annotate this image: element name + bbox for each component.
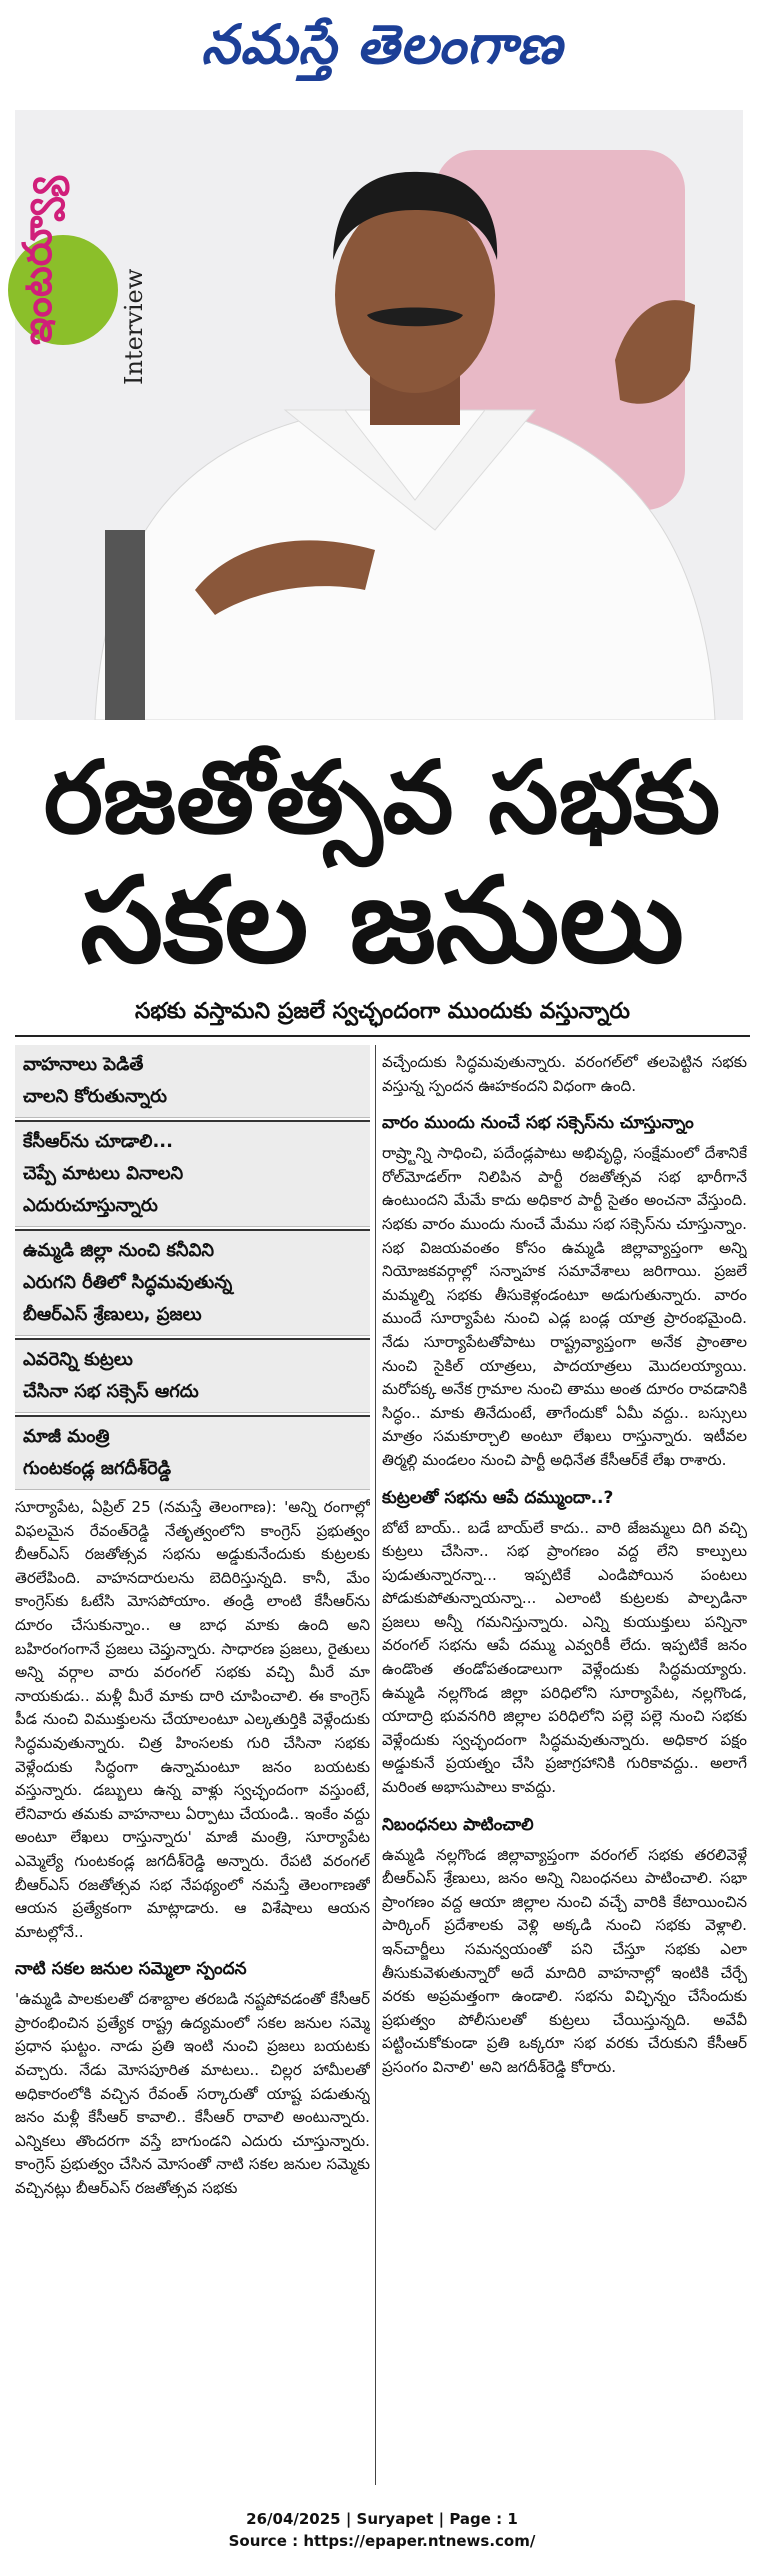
highlight-box [15, 1045, 370, 1490]
quote-block [15, 1340, 370, 1413]
quote-line: ఎదురుచూస్తున్నారు [23, 1195, 158, 1216]
masthead [0, 0, 764, 96]
quote-line: చాలని కోరుతున్నారు [23, 1086, 168, 1107]
right-body [382, 1051, 747, 1098]
newspaper-name: నమస్తే తెలంగాణ [201, 13, 563, 76]
quote-block [15, 1045, 370, 1118]
section-paragraph: రాష్ర్టాన్ని సాధించి, పదేండ్లపాటు అభివృద్ధి, సంక్షేమంలో దేశానికే రోల్‌మోడల్‌గా నిలిపిన పార్టీ రజతోత్సవ సభ భారీగానే ఉంటుందని మేమే కాదు అధికార పార్టీ సైతం అంచనా వేస్తుంది. సభకు వారం ముందు నుంచే మేము సభ సక్సెస్‌ను చూస్తున్నాం. సభ విజయవంతం కోసం ఉమ్మడి జిల్లావ్యాప్తంగా అన్ని నియోజకవర్గాల్లో సన్నాహక సమావేశాలు జరిగాయి. ప్రజలే మమ్మల్ని సభకు తీసుకెళ్లండంటూ అడుగుతున్నారు. వారం ముందే సూర్యాపేట నుంచి ఎడ్ల బండ్ల యాత్ర ప్రారంభమైంది. నేడు సూర్యాపేటతోపాటు రాష్ట్రవ్యాప్తంగా అనేక ప్రాంతాల నుంచి సైకిల్ యాత్రలు, పాదయాత్రలు మొదలయ్యాయి. మరోపక్క అనేక గ్రామాల నుంచి తాము అంత దూరం రావడానికి సిద్ధం.. మాకు తినేదుంటే, తాగేందుకో ఏమీ వద్దు.. బస్సులు మాత్రం సమకూర్చాలి అంటూ లేఖలు రాస్తున్నారు. ఇటీవల తిర్మల్గి మండలం నుంచి పార్టీ అధినేత కేసీఆర్‌కే లేఖ రాశారు. [382, 1144, 747, 1469]
section-subhead: నిబంధనలు పాటించాలి [382, 1814, 534, 1835]
body-paragraph: వచ్చేందుకు సిద్ధమవుతున్నారు. వరంగల్‌లో తలపెట్టిన సభకు వస్తున్న స్పందన ఊహకందని విధంగా ఉంది. [382, 1053, 747, 1095]
column-divider [375, 1045, 376, 2485]
deck: సభకు వస్తామని ప్రజలే స్వచ్ఛందంగా ముందుకు వస్తున్నారు [134, 999, 631, 1024]
interview-badge-subtitle: Interview [120, 268, 148, 385]
person-illustration [15, 110, 743, 720]
quote-line: మాజీ మంత్రి [23, 1426, 110, 1447]
headline-line-1: రజతోత్సవ సభకు [43, 739, 721, 856]
quote-line: గుంటకండ్ల జగదీశ్‌రెడ్డి [23, 1458, 172, 1479]
quote-block [15, 1417, 370, 1490]
section-subhead: కుట్రలతో సభను ఆపే దమ్ముందా..? [382, 1487, 614, 1508]
footer-source-line: Source : https://epaper.ntnews.com/ [228, 2532, 536, 2550]
footer [0, 2508, 764, 2552]
section-paragraph: ఉమ్మడి నల్లగొండ జిల్లావ్యాప్తంగా వరంగల్ సభకు తరలివెళ్లే బీఆర్‌ఎస్ శ్రేణులు, జనం అన్ని నిబంధనలు పాటించాలి. సభా ప్రాంగణం వద్ద ఆయా జిల్లాల నుంచి వచ్చే వారికి కేటాయించిన పార్కింగ్ ప్రదేశాలకు వెళ్లి అక్కడి నుంచి సభకు వెళ్లాలి. ఇన్‌చార్జీలు సమన్వయంతో పని చేస్తూ సభకు ఎలా తీసుకువెళుతున్నారో అదే మాదిరి వాహనాల్లో ఇంటికి చేర్చే వరకు అప్రమత్తంగా ఉండాలి. సభను విచ్ఛిన్నం చేసేందుకు ప్రభుత్వం పోలీసులతో కుట్రలు చేయిస్తున్నది. అవేవీ పట్టించుకోకుండా ప్రతి ఒక్కరూ సభ వరకు చేరుకుని కేసీఆర్ ప్రసంగం వినాలి' అని జగదీశ్‌రెడ్డి కోరారు. [382, 1845, 747, 2076]
left-subhead: నాటి సకల జనుల సమ్మెలా స్పందన [15, 1959, 247, 1980]
quote-block [15, 1122, 370, 1227]
interview-photo [15, 110, 743, 720]
left-column [15, 1045, 370, 2495]
quote-line: వాహనాలు పెడితే [23, 1054, 144, 1075]
headline-line-2: సకల జనులు [80, 851, 684, 989]
section-subhead: వారం ముందు నుంచే సభ సక్సెస్‌ను చూస్తున్నాం [382, 1113, 694, 1134]
body-paragraph: 'ఉమ్మడి పాలకులతో దశాబ్దాల తరబడి నష్టపోవడంతో కేసీఆర్ ప్రారంభించిన ప్రత్యేక రాష్ట్ర ఉద్యమంలో సకల జనుల సమ్మె ప్రధాన ఘట్టం. నాడు ప్రతి ఇంటి నుంచి ప్రజలు బయటకు వచ్చారు. నేడు మోసపూరిత మాటలు.. చిల్లర హామీలతో అధికారంలోకి వచ్చిన రేవంత్ సర్కారుతో యాష్ట పడుతున్న జనం మళ్లీ కేసీఆర్ కావాలి.. కేసీఆర్ రావాలి అంటున్నారు. ఎన్నికలు తొందరగా వస్తే బాగుండని ఎదురు చూస్తున్నారు. కాంగ్రెస్ ప్రభుత్వం చేసిన మోసంతో నాటి సకల జనుల సమ్మెకు వచ్చినట్లు బీఆర్‌ఎస్ రజతోత్సవ సభకు [15, 1990, 370, 2198]
footer-date-line: 26/04/2025 | Suryapet | Page : 1 [246, 2510, 518, 2528]
quote-line: కేసీఆర్‌ను చూడాలి... [23, 1131, 173, 1152]
quote-line: బీఆర్‌ఎస్ శ్రేణులు, ప్రజలు [23, 1304, 202, 1325]
right-column [382, 1045, 747, 2495]
quote-line: ఉమ్మడి జిల్లా నుంచి కనీవిని [23, 1240, 215, 1261]
body-paragraph: సూర్యాపేట, ఏప్రిల్ 25 (నమస్తే తెలంగాణ): 'అన్ని రంగాల్లో విఫలమైన రేవంత్‌రెడ్డి నేతృత్వంలోని కాంగ్రెస్ ప్రభుత్వం బీఆర్‌ఎస్ రజతోత్సవ సభను అడ్డుకునేందుకు కుట్రలకు తెరలేపింది. వాహనదారులను బెదిరిస్తున్నది. కానీ, మేం కాంగ్రెస్‌కు ఓటేసి మోసపోయాం. తండ్రి లాంటి కేసీఆర్‌ను దూరం చేసుకున్నాం.. ఆ బాధ మాకు ఉంది అని బహిరంగంగానే ప్రజలు చెప్తున్నారు. సాధారణ ప్రజలు, రైతులు అన్ని వర్గాల వారు వరంగల్ సభకు వచ్చి మీరే మా నాయకుడు.. మళ్లీ మీరే మాకు దారి చూపించాలి. ఈ కాంగ్రెస్ పీడ నుంచి విముక్తులను చేయాలంటూ ఎల్కతుర్తికి వెళ్లేందుకు సిద్ధమవుతున్నారు. చిత్ర హింసలకు గురి చేసినా సభకు వెళ్లేందుకు సిద్ధంగా ఉన్నామంటూ జనం బయటకు వస్తున్నారు. డబ్బులు ఉన్న వాళ్లు స్వచ్ఛందంగా వస్తుంటే, లేనివారు తమకు వాహనాలు ఏర్పాటు చేయండి.. ఇంకేం వద్దు అంటూ లేఖలు రాస్తున్నారు' మాజీ మంత్రి, సూర్యాపేట ఎమ్మెల్యే గుంటకండ్ల జగదీశ్‌రెడ్డి అన్నారు. రేపటి వరంగల్ బీఆర్‌ఎస్ రజతోత్సవ సభ నేపథ్యంలో నమస్తే తెలంగాణతో ఆయన ప్రత్యేకంగా మాట్లాడారు. ఆ విశేషాలు ఆయన మాటల్లోనే.. [15, 1498, 370, 1941]
divider [15, 1035, 750, 1037]
right-sections [382, 1110, 747, 2079]
left-body-2 [15, 1988, 370, 2200]
quote-block [15, 1231, 370, 1336]
quote-line: చేసినా సభ సక్సెస్ ఆగదు [23, 1381, 199, 1402]
quote-line: చెప్పే మాటలు వినాలని [23, 1163, 184, 1184]
section-paragraph: బోటే బాయ్.. బడే బాయ్‌లే కాదు.. వారి జేజమ్మలు దిగి వచ్చి కుట్రలు చేసినా.. సభ ప్రాంగణం వద్ద లేని కాల్పులు పుడుతున్నారన్నా... ఇప్పటికే ఎండిపోయిన పంటలు పోడుకుపోతున్నాయన్నా... ఎలాంటి కుట్రలకు పాల్పడినా ప్రజలు అన్నీ గమనిస్తున్నారు. ఎన్ని కుయుక్తులు పన్నినా వరంగల్ సభను ఆపే దమ్ము ఎవ్వరికీ లేదు. ఇప్పటికే జనం ఉండొంత తండోపతండాలుగా వెళ్లేందుకు సిద్ధమయ్యారు. ఉమ్మడి నల్లగొండ జిల్లా పరిధిలోని సూర్యాపేట, నల్లగొండ, యాదాద్రి భువనగిరి జిల్లాల పరిధిలోని పల్లె పల్లె నుంచి సభకు వెళ్లేందుకు స్వచ్ఛందంగా సిద్ధమవుతున్నారు. అధికార పక్షం అడ్డుకునే ప్రయత్నం చేసి ప్రజాగ్రహానికి గురికావద్దు.. అలాగే మరింత అభాసుపాలు కావద్దు. [382, 1518, 747, 1797]
left-body [15, 1496, 370, 1944]
quote-line: ఎరుగని రీతిలో సిద్ధమవుతున్న [23, 1272, 233, 1293]
quote-line: ఎవరెన్ని కుట్రలు [23, 1349, 133, 1370]
interview-badge-title: ఇంటర్వ్యూ [15, 176, 61, 345]
